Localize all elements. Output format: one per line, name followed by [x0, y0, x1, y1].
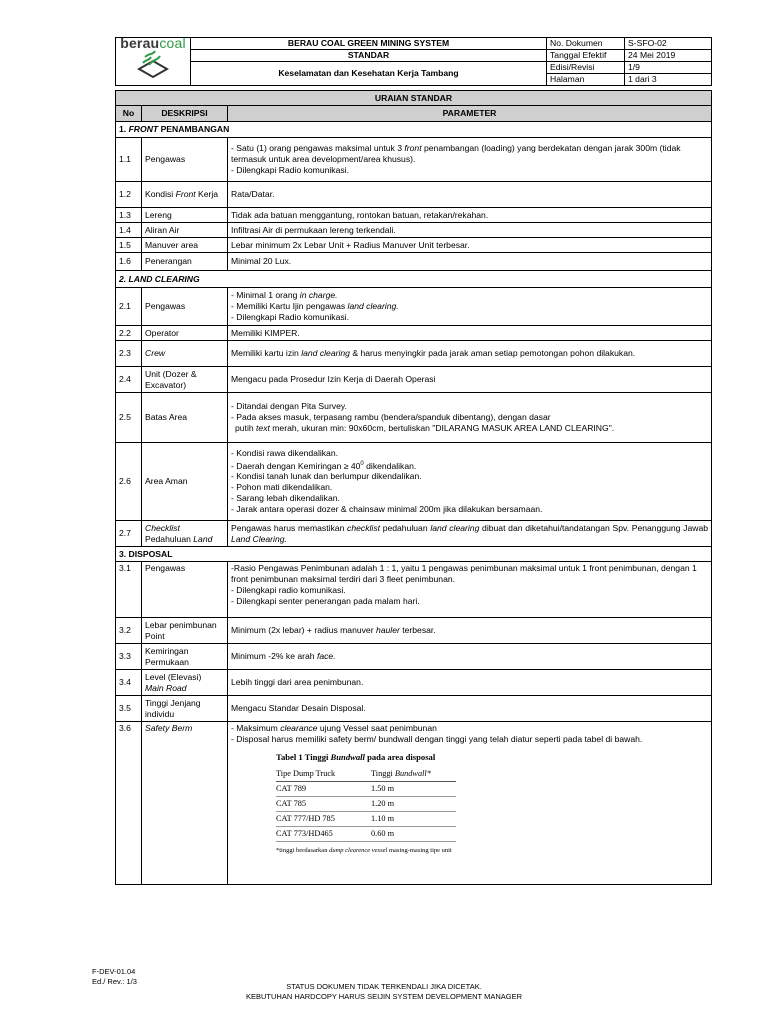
meta-value: 1/9 [625, 62, 712, 74]
table-row: CAT 785 1.20 m [276, 797, 456, 812]
section-heading: 1. FRONT PENAMBANGAN [116, 122, 712, 138]
row-number: 1.5 [116, 238, 142, 253]
table-row: CAT 789 1.50 m [276, 782, 456, 797]
row-description: Manuver area [142, 238, 228, 253]
row-parameter: Minimal 20 Lux. [228, 253, 712, 271]
row-parameter: Rata/Datar. [228, 182, 712, 208]
meta-label: Edisi/Revisi [547, 62, 625, 74]
row-parameter: Mengacu pada Prosedur Izin Kerja di Daerah Operasi [228, 367, 712, 393]
row-number: 2.6 [116, 443, 142, 521]
table-col-header: Tinggi Bundwall* [371, 767, 456, 782]
row-number: 1.4 [116, 223, 142, 238]
standard-title: STANDAR [191, 50, 547, 62]
table-row: CAT 777/HD 785 1.10 m [276, 812, 456, 827]
row-description: Area Aman [142, 443, 228, 521]
row-description: Pengawas [142, 138, 228, 182]
row-number: 3.5 [116, 696, 142, 722]
row-parameter: Infiltrasi Air di permukaan lereng terkendali. [228, 223, 712, 238]
row-number: 2.4 [116, 367, 142, 393]
meta-label: No. Dokumen [547, 38, 625, 50]
document-title: Keselamatan dan Kesehatan Kerja Tambang [191, 62, 547, 86]
row-description: Unit (Dozer & Excavator) [142, 367, 228, 393]
row-parameter: - Ditandai dengan Pita Survey. - Pada akses masuk, terpasang rambu (bendera/spanduk dibentang), dengan dasar putih text merah, ukuran min: 90x60cm, bertuliskan "DILARANG MASUK AREA LAND CLEARING". [228, 393, 712, 443]
row-parameter: Memiliki KIMPER. [228, 326, 712, 341]
row-description: Penerangan [142, 253, 228, 271]
document-page [115, 37, 711, 885]
meta-label: Halaman [547, 74, 625, 86]
row-number: 3.6 [116, 722, 142, 885]
col-header-param: PARAMETER [228, 106, 712, 122]
meta-value: S-SFO-02 [625, 38, 712, 50]
table-caption: Tabel 1 Tinggi Bundwall pada area disposal [276, 752, 436, 762]
document-header [115, 37, 712, 86]
row-description: Safety Berm [142, 722, 228, 885]
row-description: Tinggi Jenjang individu [142, 696, 228, 722]
row-parameter: -Rasio Pengawas Penimbunan adalah 1 : 1, yaitu 1 pengawas penimbunan maksimal untuk 1 front penimbunan, dengan 1 front penimbunan maksimal terdiri dari 3 fleet penimbunan. - Dilengkapi radio komunikasi. - Dilengkapi senter penerangan pada malam hari. [228, 562, 712, 618]
section-heading: 2. LAND CLEARING [116, 271, 712, 288]
row-parameter: - Minimal 1 orang in charge. - Memiliki Kartu Ijin pengawas land clearing. - Dilengkapi Radio komunikasi. [228, 288, 712, 326]
row-parameter: Tidak ada batuan menggantung, rontokan batuan, retakan/rekahan. [228, 208, 712, 223]
standard-table [115, 90, 712, 885]
form-code: F-DEV-01.04 Ed./ Rev.: 1/3 [92, 967, 137, 986]
meta-label: Tanggal Efektif [547, 50, 625, 62]
table-footnote: *tinggi berdasarkan dump clearence vessel masing-masing tipe unit [276, 847, 452, 854]
bundwall-height-table [276, 751, 456, 858]
col-header-desc: DESKRIPSI [142, 106, 228, 122]
row-number: 2.7 [116, 521, 142, 547]
col-header-no: No [116, 106, 142, 122]
meta-value: 24 Mei 2019 [625, 50, 712, 62]
row-parameter: Lebih tinggi dari area penimbunan. [228, 670, 712, 696]
row-number: 3.3 [116, 644, 142, 670]
company-logo: beraucoal [116, 38, 191, 86]
row-parameter: - Maksimum clearance ujung Vessel saat penimbunan - Disposal harus memiliki safety berm/ bundwall dengan tinggi yang telah diatur seperti pada tabel di bawah. Tabel 1 Tinggi Bundwall pada area disposal Tipe Dump Truck Tinggi Bundwall* CAT 789 1.50 m CAT 785 1.20 m CAT 777/HD 785 1.10 m CAT 773/HD465 0.60 m *tinggi berdasarkan dump clearence vessel masing-masing tipe unit [228, 722, 712, 885]
row-description: Kondisi Front Kerja [142, 182, 228, 208]
meta-value: 1 dari 3 [625, 74, 712, 86]
row-number: 3.4 [116, 670, 142, 696]
row-parameter: Lebar minimum 2x Lebar Unit + Radius Manuver Unit terbesar. [228, 238, 712, 253]
row-parameter: Minimum -2% ke arah face. [228, 644, 712, 670]
row-description: Operator [142, 326, 228, 341]
section-heading: 3. DISPOSAL [116, 547, 712, 562]
row-parameter: - Satu (1) orang pengawas maksimal untuk 3 front penambangan (loading) yang berdekatan dengan jarak 300m (tidak termasuk untuk area development/area khusus). - Dilengkapi Radio komunikasi. [228, 138, 712, 182]
row-number: 2.5 [116, 393, 142, 443]
table-row: CAT 773/HD465 0.60 m [276, 827, 456, 842]
table-col-header: Tipe Dump Truck [276, 767, 371, 782]
row-number: 2.1 [116, 288, 142, 326]
row-description: Aliran Air [142, 223, 228, 238]
row-parameter: Minimum (2x lebar) + radius manuver hauler terbesar. [228, 618, 712, 644]
row-description: Batas Area [142, 393, 228, 443]
row-description: Lebar penimbunan Point [142, 618, 228, 644]
row-number: 2.3 [116, 341, 142, 367]
row-number: 3.1 [116, 562, 142, 618]
row-description: Kemiringan Permukaan [142, 644, 228, 670]
row-number: 1.6 [116, 253, 142, 271]
row-parameter: Pengawas harus memastikan checklist pedahuluan land clearing dibuat dan diketahui/tandatangan Spv. Penanggung Jawab Land Clearing. [228, 521, 712, 547]
row-number: 2.2 [116, 326, 142, 341]
green-mining-logo-icon [133, 49, 173, 81]
table-title: URAIAN STANDAR [116, 91, 712, 106]
row-description: Level (Elevasi) Main Road [142, 670, 228, 696]
row-description: Checklist Pedahuluan Land [142, 521, 228, 547]
row-number: 3.2 [116, 618, 142, 644]
row-number: 1.1 [116, 138, 142, 182]
row-description: Lereng [142, 208, 228, 223]
row-number: 1.2 [116, 182, 142, 208]
row-description: Pengawas [142, 288, 228, 326]
row-description: Pengawas [142, 562, 228, 618]
row-number: 1.3 [116, 208, 142, 223]
row-parameter: - Kondisi rawa dikendalikan. - Daerah dengan Kemiringan ≥ $40^0$ dikendalikan. - Kondisi tanah lunak dan berlumpur dikendalikan. - Pohon mati dikendalikan. - Sarang lebah dikendalikan. - Jarak antara operasi dozer & chainsaw minimal 200m jika dilakukan bersamaan. [228, 443, 712, 521]
system-title: BERAU COAL GREEN MINING SYSTEM [191, 38, 547, 50]
row-parameter: Mengacu Standar Desain Disposal. [228, 696, 712, 722]
row-parameter: Memiliki kartu izin land clearing & harus menyingkir pada jarak aman setiap pemotongan pohon dilakukan. [228, 341, 712, 367]
document-status-notice: STATUS DOKUMEN TIDAK TERKENDALI JIKA DICETAK. KEBUTUHAN HARDCOPY HARUS SEIJIN SYSTEM DEVELOPMENT MANAGER [245, 982, 523, 1001]
row-description: Crew [142, 341, 228, 367]
